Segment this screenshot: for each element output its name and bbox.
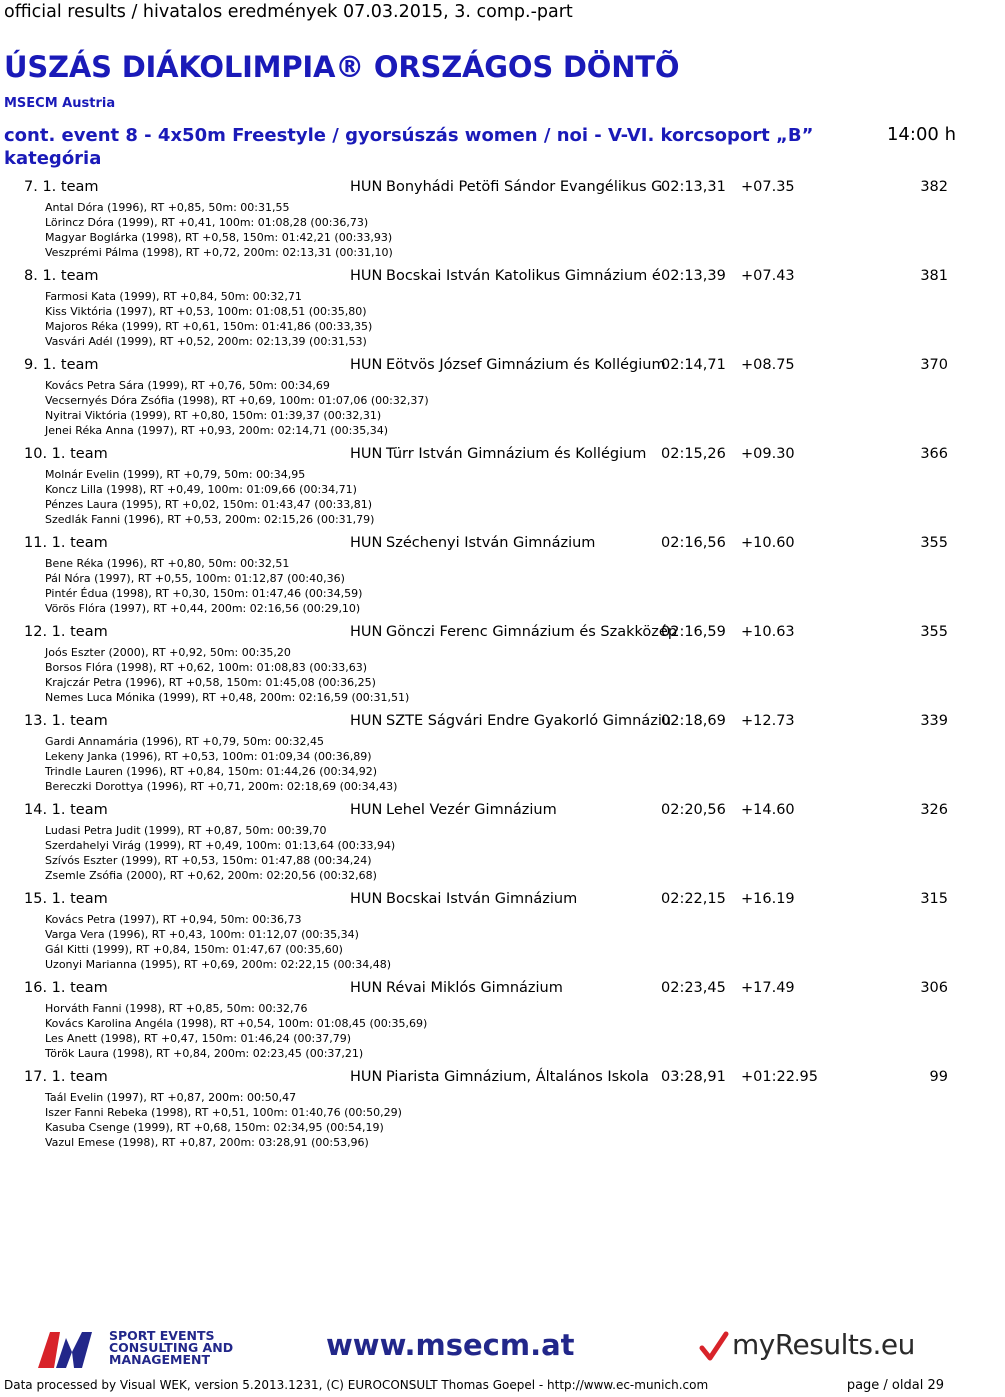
swimmer-list	[45, 1001, 1005, 1061]
team-nation: HUN	[350, 357, 383, 373]
swimmer-list	[45, 823, 1005, 883]
event-title: cont. event 8 - 4x50m Freestyle / gyorsúszás women / noi - V-VI. korcsoport „B” kategória	[4, 125, 814, 169]
swimmer-list	[45, 912, 1005, 972]
team-time: 02:16,59	[661, 624, 726, 640]
team-rank: 16. 1. team	[24, 980, 108, 996]
page-title: ÚSZÁS DIÁKOLIMPIA® ORSZÁGOS DÖNTÕ	[4, 50, 680, 84]
swimmer-split: Vazul Emese (1998), RT +0,87, 200m: 03:28,91 (00:53,96)	[45, 1136, 369, 1149]
team-result	[0, 534, 960, 623]
team-club: Eötvös József Gimnázium és Kollégium	[386, 357, 666, 373]
team-rank: 11. 1. team	[24, 535, 108, 551]
team-nation: HUN	[350, 713, 383, 729]
swimmer-split: Bereczki Dorottya (1996), RT +0,71, 200m: 02:18,69 (00:34,43)	[45, 780, 398, 793]
swimmer-split: Kasuba Csenge (1999), RT +0,68, 150m: 02:34,95 (00:54,19)	[45, 1121, 384, 1134]
team-time: 02:16,56	[661, 535, 726, 551]
team-row	[0, 267, 960, 287]
team-row	[0, 890, 960, 910]
team-row	[0, 712, 960, 732]
swimmer-split: Vörös Flóra (1997), RT +0,44, 200m: 02:16,56 (00:29,10)	[45, 602, 361, 615]
team-time: 02:20,56	[661, 802, 726, 818]
sport-events-logo-icon	[36, 1328, 96, 1370]
swimmer-list	[45, 467, 1005, 527]
team-result	[0, 267, 960, 356]
team-time: 02:23,45	[661, 980, 726, 996]
team-points: 382	[920, 179, 948, 195]
team-club: Gönczi Ferenc Gimnázium és Szakközép	[386, 624, 678, 640]
team-rank: 13. 1. team	[24, 713, 108, 729]
swimmer-list	[45, 645, 1005, 705]
footer-logos	[0, 1322, 960, 1372]
team-nation: HUN	[350, 535, 383, 551]
data-processed-note: Data processed by Visual WEK, version 5.2013.1231, (C) EUROCONSULT Thomas Goepel - http://www.ec-munich.com	[4, 1378, 709, 1392]
results-list	[0, 178, 960, 1157]
swimmer-split: Gardi Annamária (1996), RT +0,79, 50m: 00:32,45	[45, 735, 325, 748]
swimmer-split: Bene Réka (1996), RT +0,80, 50m: 00:32,51	[45, 557, 290, 570]
team-nation: HUN	[350, 179, 383, 195]
team-nation: HUN	[350, 980, 383, 996]
team-diff: +10.60	[741, 535, 795, 551]
swimmer-split: Trindle Lauren (1996), RT +0,84, 150m: 01:44,26 (00:34,92)	[45, 765, 378, 778]
swimmer-split: Szerdahelyi Virág (1999), RT +0,49, 100m: 01:13,64 (00:33,94)	[45, 839, 396, 852]
swimmer-split: Lörincz Dóra (1999), RT +0,41, 100m: 01:08,28 (00:36,73)	[45, 216, 369, 229]
swimmer-split: Ludasi Petra Judit (1999), RT +0,87, 50m: 00:39,70	[45, 824, 327, 837]
swimmer-split: Magyar Boglárka (1998), RT +0,58, 150m: 01:42,21 (00:33,93)	[45, 231, 393, 244]
swimmer-split: Borsos Flóra (1998), RT +0,62, 100m: 01:08,83 (00:33,63)	[45, 661, 368, 674]
swimmer-split: Majoros Réka (1999), RT +0,61, 150m: 01:41,86 (00:33,35)	[45, 320, 373, 333]
team-diff: +10.63	[741, 624, 795, 640]
team-diff: +12.73	[741, 713, 795, 729]
team-club: Türr István Gimnázium és Kollégium	[386, 446, 647, 462]
team-result	[0, 356, 960, 445]
team-points: 306	[920, 980, 948, 996]
swimmer-split: Lekeny Janka (1996), RT +0,53, 100m: 01:09,34 (00:36,89)	[45, 750, 372, 763]
team-diff: +08.75	[741, 357, 795, 373]
swimmer-list	[45, 1090, 1005, 1150]
team-result	[0, 801, 960, 890]
swimmer-split: Taál Evelin (1997), RT +0,87, 200m: 00:50,47	[45, 1091, 297, 1104]
team-points: 99	[929, 1069, 948, 1085]
team-diff: +14.60	[741, 802, 795, 818]
msecm-url[interactable]: www.msecm.at	[326, 1328, 575, 1362]
swimmer-split: Koncz Lilla (1998), RT +0,49, 100m: 01:09,66 (00:34,71)	[45, 483, 357, 496]
swimmer-list	[45, 200, 1005, 260]
team-row	[0, 979, 960, 999]
team-result	[0, 445, 960, 534]
team-time: 02:14,71	[661, 357, 726, 373]
team-club: Széchenyi István Gimnázium	[386, 535, 596, 551]
team-points: 315	[920, 891, 948, 907]
team-time: 02:13,39	[661, 268, 726, 284]
swimmer-split: Varga Vera (1996), RT +0,43, 100m: 01:12,07 (00:35,34)	[45, 928, 359, 941]
event-time: 14:00 h	[886, 124, 956, 145]
swimmer-split: Szívós Eszter (1999), RT +0,53, 150m: 01:47,88 (00:34,24)	[45, 854, 372, 867]
swimmer-split: Pál Nóra (1997), RT +0,55, 100m: 01:12,87 (00:40,36)	[45, 572, 345, 585]
team-result	[0, 979, 960, 1068]
team-diff: +09.30	[741, 446, 795, 462]
team-points: 370	[920, 357, 948, 373]
swimmer-split: Kiss Viktória (1997), RT +0,53, 100m: 01:08,51 (00:35,80)	[45, 305, 367, 318]
swimmer-split: Krajczár Petra (1996), RT +0,58, 150m: 01:45,08 (00:36,25)	[45, 676, 376, 689]
swimmer-split: Vasvári Adél (1999), RT +0,52, 200m: 02:13,39 (00:31,53)	[45, 335, 367, 348]
swimmer-list	[45, 734, 1005, 794]
swimmer-split: Zsemle Zsófia (2000), RT +0,62, 200m: 02:20,56 (00:32,68)	[45, 869, 377, 882]
myresults-check-icon	[698, 1330, 730, 1364]
team-points: 366	[920, 446, 948, 462]
team-row	[0, 801, 960, 821]
team-nation: HUN	[350, 891, 383, 907]
team-club: Bocskai István Katolikus Gimnázium é	[386, 268, 661, 284]
team-nation: HUN	[350, 268, 383, 284]
team-nation: HUN	[350, 1069, 383, 1085]
swimmer-split: Szedlák Fanni (1996), RT +0,53, 200m: 02:15,26 (00:31,79)	[45, 513, 375, 526]
swimmer-split: Farmosi Kata (1999), RT +0,84, 50m: 00:32,71	[45, 290, 302, 303]
team-nation: HUN	[350, 802, 383, 818]
team-club: Bonyhádi Petöfi Sándor Evangélikus G	[386, 179, 663, 195]
team-points: 326	[920, 802, 948, 818]
team-rank: 12. 1. team	[24, 624, 108, 640]
team-rank: 15. 1. team	[24, 891, 108, 907]
swimmer-list	[45, 378, 1005, 438]
team-row	[0, 445, 960, 465]
swimmer-split: Les Anett (1998), RT +0,47, 150m: 01:46,24 (00:37,79)	[45, 1032, 352, 1045]
organizer: MSECM Austria	[4, 96, 116, 111]
team-row	[0, 356, 960, 376]
team-row	[0, 1068, 960, 1088]
swimmer-split: Pénzes Laura (1995), RT +0,02, 150m: 01:43,47 (00:33,81)	[45, 498, 373, 511]
team-nation: HUN	[350, 624, 383, 640]
team-row	[0, 534, 960, 554]
swimmer-list	[45, 556, 1005, 616]
team-diff: +07.43	[741, 268, 795, 284]
team-result	[0, 1068, 960, 1157]
swimmer-split: Uzonyi Marianna (1995), RT +0,69, 200m: 02:22,15 (00:34,48)	[45, 958, 392, 971]
team-diff: +17.49	[741, 980, 795, 996]
team-rank: 9. 1. team	[24, 357, 99, 373]
swimmer-split: Nyitrai Viktória (1999), RT +0,80, 150m: 01:39,37 (00:32,31)	[45, 409, 382, 422]
results-header-line: official results / hivatalos eredmények 07.03.2015, 3. comp.-part	[4, 2, 573, 22]
team-club: SZTE Ságvári Endre Gyakorló Gimnáziu	[386, 713, 672, 729]
team-rank: 14. 1. team	[24, 802, 108, 818]
team-result	[0, 623, 960, 712]
team-club: Lehel Vezér Gimnázium	[386, 802, 557, 818]
team-points: 339	[920, 713, 948, 729]
team-points: 355	[920, 624, 948, 640]
team-time: 03:28,91	[661, 1069, 726, 1085]
swimmer-split: Molnár Evelin (1999), RT +0,79, 50m: 00:34,95	[45, 468, 306, 481]
team-club: Piarista Gimnázium, Általános Iskola	[386, 1069, 649, 1085]
team-time: 02:18,69	[661, 713, 726, 729]
team-nation: HUN	[350, 446, 383, 462]
team-result	[0, 178, 960, 267]
team-diff: +01:22.95	[741, 1069, 818, 1085]
team-time: 02:22,15	[661, 891, 726, 907]
swimmer-split: Antal Dóra (1996), RT +0,85, 50m: 00:31,55	[45, 201, 290, 214]
swimmer-split: Pintér Édua (1998), RT +0,30, 150m: 01:47,46 (00:34,59)	[45, 587, 363, 600]
swimmer-split: Török Laura (1998), RT +0,84, 200m: 02:23,45 (00:37,21)	[45, 1047, 364, 1060]
team-row	[0, 623, 960, 643]
page-number: page / oldal 29	[846, 1378, 944, 1393]
swimmer-split: Kovács Petra (1997), RT +0,94, 50m: 00:36,73	[45, 913, 302, 926]
swimmer-split: Iszer Fanni Rebeka (1998), RT +0,51, 100m: 01:40,76 (00:50,29)	[45, 1106, 402, 1119]
team-points: 381	[920, 268, 948, 284]
team-club: Bocskai István Gimnázium	[386, 891, 578, 907]
swimmer-split: Kovács Petra Sára (1999), RT +0,76, 50m: 00:34,69	[45, 379, 330, 392]
team-rank: 7. 1. team	[24, 179, 99, 195]
team-time: 02:13,31	[661, 179, 726, 195]
swimmer-split: Gál Kitti (1999), RT +0,84, 150m: 01:47,67 (00:35,60)	[45, 943, 343, 956]
team-rank: 17. 1. team	[24, 1069, 108, 1085]
sport-events-logo-text: SPORT EVENTS CONSULTING AND MANAGEMENT	[109, 1328, 234, 1367]
swimmer-split: Horváth Fanni (1998), RT +0,85, 50m: 00:32,76	[45, 1002, 308, 1015]
team-result	[0, 712, 960, 801]
team-row	[0, 178, 960, 198]
team-time: 02:15,26	[661, 446, 726, 462]
swimmer-split: Joós Eszter (2000), RT +0,92, 50m: 00:35,20	[45, 646, 291, 659]
swimmer-split: Nemes Luca Mónika (1999), RT +0,48, 200m: 02:16,59 (00:31,51)	[45, 691, 410, 704]
team-diff: +07.35	[741, 179, 795, 195]
swimmer-split: Jenei Réka Anna (1997), RT +0,93, 200m: 02:14,71 (00:35,34)	[45, 424, 389, 437]
swimmer-list	[45, 289, 1005, 349]
swimmer-split: Kovács Karolina Angéla (1998), RT +0,54, 100m: 01:08,45 (00:35,69)	[45, 1017, 428, 1030]
team-result	[0, 890, 960, 979]
myresults-logo: myResults.eu	[698, 1328, 928, 1368]
team-rank: 10. 1. team	[24, 446, 108, 462]
swimmer-split: Vecsernyés Dóra Zsófia (1998), RT +0,69, 100m: 01:07,06 (00:32,37)	[45, 394, 429, 407]
team-points: 355	[920, 535, 948, 551]
team-diff: +16.19	[741, 891, 795, 907]
team-rank: 8. 1. team	[24, 268, 99, 284]
swimmer-split: Veszprémi Pálma (1998), RT +0,72, 200m: 02:13,31 (00:31,10)	[45, 246, 393, 259]
team-club: Révai Miklós Gimnázium	[386, 980, 563, 996]
